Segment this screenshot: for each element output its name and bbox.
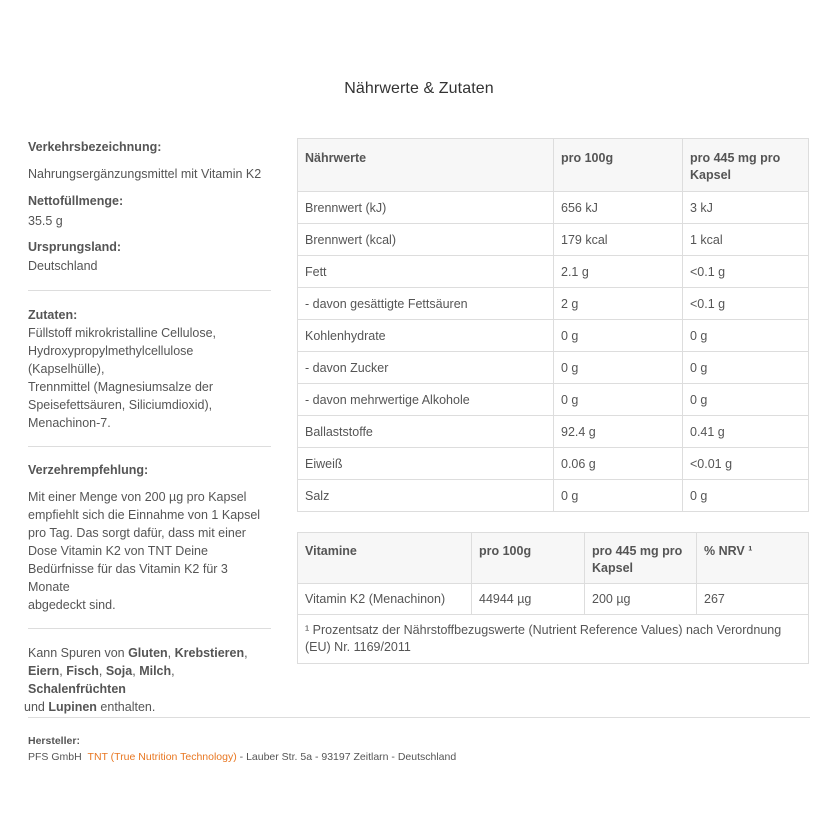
table-row [298,416,809,448]
table-header-row [298,139,809,192]
per-100g-value: 92.4 g [554,416,683,448]
divider [28,290,271,291]
page-title: Nährwerte & Zutaten [344,80,494,97]
allergen: Lupinen [48,700,97,714]
per-capsule-value: <0.1 g [683,288,809,320]
allergen: Krebstieren [174,646,245,660]
recommendation-line: pro Tag. Das sorgt dafür, dass mit einer [28,526,246,540]
nutrient-name: Fett [298,256,554,288]
recommendation-line: Dose Vitamin K2 von TNT Deine [28,544,208,558]
manufacturer-address: - Lauber Str. 5a - 93197 Zeitlarn - Deutschland [239,751,457,763]
table-row [298,384,809,416]
table-row [298,448,809,480]
manufacturer-company: PFS GmbH [28,751,82,763]
recommendation-label: Verzehrempfehlung: [28,463,149,477]
nrv-footnote: ¹ Prozentsatz der Nährstoffbezugswerte (Nutrient Reference Values) nach Verordnung (EU) Nr. 1169/2011 [298,615,809,664]
table-row [298,256,809,288]
allergen: Schalenfrüchten [28,682,126,696]
table-row [298,192,809,224]
column-header: pro 100g [554,139,683,192]
table-row [298,480,809,512]
manufacturer-info [28,733,456,765]
column-header: % NRV ¹ [697,533,809,584]
nutrient-name: - davon Zucker [298,352,554,384]
nutrient-name: Ballaststoffe [298,416,554,448]
allergens-text [24,644,271,716]
per-100g-value: 0 g [554,320,683,352]
table-row [298,584,809,615]
column-header: pro 100g [472,533,585,584]
per-capsule-value: 3 kJ [683,192,809,224]
column-header: Vitamine [298,533,472,584]
net-quantity-label: Nettofüllmenge: [28,194,124,208]
per-100g-value: 0 g [554,352,683,384]
ingredients-label: Zutaten: [28,308,78,322]
per-100g-value: 2.1 g [554,256,683,288]
divider [28,628,271,629]
table-header-row [298,533,809,584]
column-header: Nährwerte [298,139,554,192]
per-capsule-value: 0 g [683,480,809,512]
ingredients-line: Menachinon-7. [28,416,111,430]
nrv-value: 267 [697,584,809,615]
nutrient-name: Kohlenhydrate [298,320,554,352]
allergen-sep: , [167,646,175,660]
per-capsule-value: <0.1 g [683,256,809,288]
per-capsule-value: <0.01 g [683,448,809,480]
per-capsule-value: 0 g [683,384,809,416]
brand-link[interactable]: TNT (True Nutrition Technology) [87,751,237,763]
designation-value: Nahrungsergänzungsmittel mit Vitamin K2 [28,167,262,181]
per-100g-value: 656 kJ [554,192,683,224]
nutrient-name: Eiweiß [298,448,554,480]
vitamin-name: Vitamin K2 (Menachinon) [298,584,472,615]
allergen-sep: , [98,664,106,678]
ingredients-line: Trennmittel (Magnesiumsalze der [28,380,214,394]
per-100g-value: 0 g [554,480,683,512]
per-100g-value: 179 kcal [554,224,683,256]
allergen: Fisch [66,664,99,678]
allergen-and: und [24,700,49,714]
allergens-prefix: Kann Spuren von [28,646,129,660]
table-row [298,352,809,384]
footer-divider [28,717,810,718]
allergen-sep: , [171,664,175,678]
recommendation-line: abgedeckt sind. [28,598,116,612]
nutrient-name: Brennwert (kcal) [298,224,554,256]
vitamin-table [297,532,809,664]
per-capsule-value: 1 kcal [683,224,809,256]
allergen-sep: , [132,664,140,678]
allergen: Eiern [28,664,60,678]
column-header: pro 445 mg pro Kapsel [683,139,809,192]
column-header: pro 445 mg pro Kapsel [585,533,697,584]
ingredients-line: Füllstoff mikrokristalline Cellulose, [28,326,217,340]
allergen-sep: , [59,664,67,678]
table-row [298,288,809,320]
origin-label: Ursprungsland: [28,240,122,254]
allergen: Milch [139,664,172,678]
ingredients-text [28,324,271,432]
recommendation-line: empfiehlt sich die Einnahme von 1 Kapsel [28,508,261,522]
nutrient-name: Salz [298,480,554,512]
per-capsule-value: 0 g [683,320,809,352]
divider [28,446,271,447]
origin-value: Deutschland [28,259,98,273]
nutrient-name: - davon gesättigte Fettsäuren [298,288,554,320]
product-info [24,138,271,716]
table-row [298,224,809,256]
allergen-sep: , [244,646,248,660]
manufacturer-label: Hersteller: [28,735,80,747]
per-100g-value: 2 g [554,288,683,320]
nutrient-name: - davon mehrwertige Alkohole [298,384,554,416]
nutrient-name: Brennwert (kJ) [298,192,554,224]
table-row [298,320,809,352]
recommendation-text [28,488,271,614]
per-capsule-value: 0.41 g [683,416,809,448]
recommendation-line: Bedürfnisse für das Vitamin K2 für 3 Monate [28,562,228,594]
nutrition-table [297,138,809,512]
per-100g-value: 0.06 g [554,448,683,480]
ingredients-line: Hydroxypropylmethylcellulose [28,344,194,358]
footnote-row [298,615,809,664]
allergens-suffix: enthalten. [96,700,156,714]
nutrition-section [297,138,809,664]
recommendation-line: Mit einer Menge von 200 µg pro Kapsel [28,490,247,504]
per-capsule-value: 200 µg [585,584,697,615]
allergen: Soja [105,664,133,678]
per-capsule-value: 0 g [683,352,809,384]
manufacturer-line [28,749,456,765]
ingredients-line: Speisefettsäuren, Siliciumdioxid), [28,398,213,412]
allergen: Gluten [128,646,168,660]
designation-label: Verkehrsbezeichnung: [28,140,162,154]
per-100g-value: 44944 µg [472,584,585,615]
ingredients-line: (Kapselhülle), [28,362,105,376]
net-quantity-value: 35.5 g [28,214,63,228]
per-100g-value: 0 g [554,384,683,416]
